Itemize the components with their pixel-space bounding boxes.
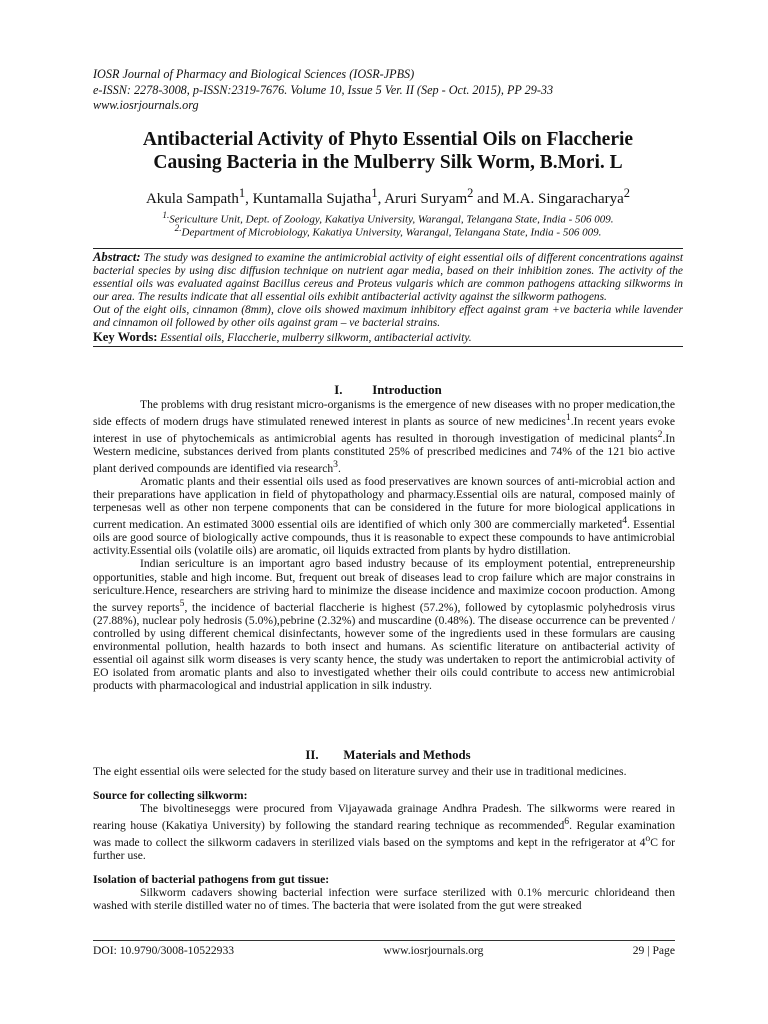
introduction-body — [93, 398, 675, 692]
journal-header — [93, 67, 683, 114]
issn-line: e-ISSN: 2278-3008, p-ISSN:2319-7676. Volume 10, Issue 5 Ver. II (Sep - Oct. 2015), PP 29-33 — [93, 82, 554, 97]
paragraph: Aromatic plants and their essential oils used as food preservatives are known sources of anti-microbial action and their preparations have application in field of phytopathology and pharmacy.Essential oils are natural, composed mainly of terpenesas well as other non terpene components that can be considered in the future for more biological applications in current medication. An estimated 3000 essential oils are identified of which only 300 are commercially marketed$^4$. Essential oils are good source of biologically active compounds, thus it is reasonable to expect these compounds to have antimicrobial activity.Essential oils (volatile oils) are aromatic, oil liquids extracted from plants by hydro distillation. — [93, 475, 676, 558]
affiliation-1: $^{1.}$Sericulture Unit, Dept. of Zoology, Kakatiya University, Warangal, Telangana State, India - 506 009. — [162, 210, 614, 226]
doi: DOI: 10.9790/3008-10522933 — [93, 944, 235, 957]
author-list: Akula Sampath$^1$, Kuntamalla Sujatha$^1$, Aruri Suryam$^2$ and M.A. Singaracharya$^2$ — [145, 186, 631, 207]
paragraph: The eight essential oils were selected for the study based on literature survey and their use in traditional medicines. — [93, 765, 627, 778]
abstract-box — [93, 248, 683, 347]
affiliation-2: $^{2.}$Department of Microbiology, Kakatiya University, Warangal, Telangana State, India - 506 009. — [174, 223, 602, 239]
footer-website: www.iosrjournals.org — [383, 944, 484, 957]
page-footer — [93, 940, 675, 957]
title-line-1: Antibacterial Activity of Phyto Essential Oils on Flaccherie — [142, 129, 634, 150]
section-heading-introduction: I. Introduction — [334, 383, 442, 397]
section-heading-methods: II. Materials and Methods — [305, 748, 471, 762]
journal-website: www.iosrjournals.org — [93, 98, 199, 112]
paragraph: Silkworm cadavers showing bacterial infection were surface sterilized with 0.1% mercuric chlorideand then washed with sterile distilled water no of times. The bacteria that were isolated from the gut were streaked — [93, 886, 675, 913]
paragraph: Indian sericulture is an important agro based industry because of its employment potential, entrepreneurship opportunities, stable and high income. But, frequent out break of diseases lead to crop failure which are major constrains in sericulture.Hence, researchers are striving hard to minimize the disease incidence and maximize cocoon production. Among the survey reports$^5$, the incidence of bacterial flaccherie is highest (57.2%), followed by cytoplasmic polyhedrosis virus (27.88%), nuclear poly hedrosis (5.0%),pebrine (2.32%) and muscardine (0.48%). The disease occurrence can be prevented / controlled by using different chemical disinfectants, however some of the ingredients used in these formulars are causing environmental pollution, health hazards to both insect and humans. As scientific literature on antibacterial activity of essential oil against silk worm diseases is very scanty hence, the study was undertaken to report the antimicrobial activity of EO isolated from aromatic plants and also to investigated whether their oils could contribute to access new antimicrobial products with pharmacological and industrial application in silk industry. — [93, 557, 675, 693]
methods-body — [93, 765, 675, 913]
paragraph: The problems with drug resistant micro-organisms is the emergence of new diseases with no proper medication,the side effects of modern drugs have stimulated renewed interest in plants as source of new medicines$^1$.In recent years evoke interest in use of phytochemicals as antimicrobial agents has resulted in thorough investigation of medicinal plants$^2$.In Western medicine, substances derived from plants constituted 25% of prescribed medicines and 74% of the 121 bio active plant derived compounds are identified via research$^3$. — [93, 398, 675, 475]
page-number: 29 | Page — [632, 944, 675, 957]
abstract-paragraph-2: Out of the eight oils, cinnamon (8mm), clove oils showed maximum inhibitory effect against gram +ve bacteria while lavender and cinnamon oil followed by other oils against gram – ve bacterial strains. — [93, 304, 683, 330]
abstract-paragraph: Abstract: The study was designed to examine the antimicrobial activity of eight essential oils of different concentrations against bacterial species by using disc diffusion technique on nutrient agar media, based on their inhibition zones. The activity of the essential oils was evaluated against Bacillus cereus and Proteus vulgaris which are common pathogens attacking silkworms in our area. The results indicate that all essential oils exhibit antibacterial activity against the silkworm pathogens. — [93, 250, 683, 304]
author-affil-mark: 2 — [623, 186, 631, 200]
author-name: Kuntamalla Sujatha — [252, 191, 372, 207]
abstract-label: Abstract: — [93, 250, 141, 264]
paragraph: The bivoltineseggs were procured from Vijayawada grainage Andhra Pradesh. The silkworms were reared in rearing house (Kakatiya University) by following the standard rearing technique as recommended$^6$. Regular examination was made to collect the silkworm cadavers in sterilized vials based on the symptoms and kept in the refrigerator at 4$^o$C for further use. — [93, 802, 675, 863]
subheading-source-silkworm: Source for collecting silkworm: — [93, 789, 248, 803]
author-name: Akula Sampath — [145, 191, 239, 207]
title-line-2: Causing Bacteria in the Mulberry Silk Worm, B.Mori. L — [153, 152, 623, 173]
author-name: M.A. Singaracharya — [502, 191, 624, 207]
author-name: Aruri Suryam — [384, 191, 468, 207]
journal-name: IOSR Journal of Pharmacy and Biological Sciences (IOSR-JPBS) — [93, 67, 415, 81]
keywords-label: Key Words: — [93, 329, 158, 344]
subheading-isolation: Isolation of bacterial pathogens from gut tissue: — [93, 873, 330, 887]
author-affil-mark: 1 — [238, 186, 246, 200]
keywords: Key Words: Essential oils, Flaccherie, mulberry silkworm, antibacterial activity. — [93, 329, 472, 344]
author-affil-mark: 2 — [467, 186, 474, 200]
paper-title — [93, 128, 683, 174]
author-affil-mark: 1 — [371, 186, 378, 200]
